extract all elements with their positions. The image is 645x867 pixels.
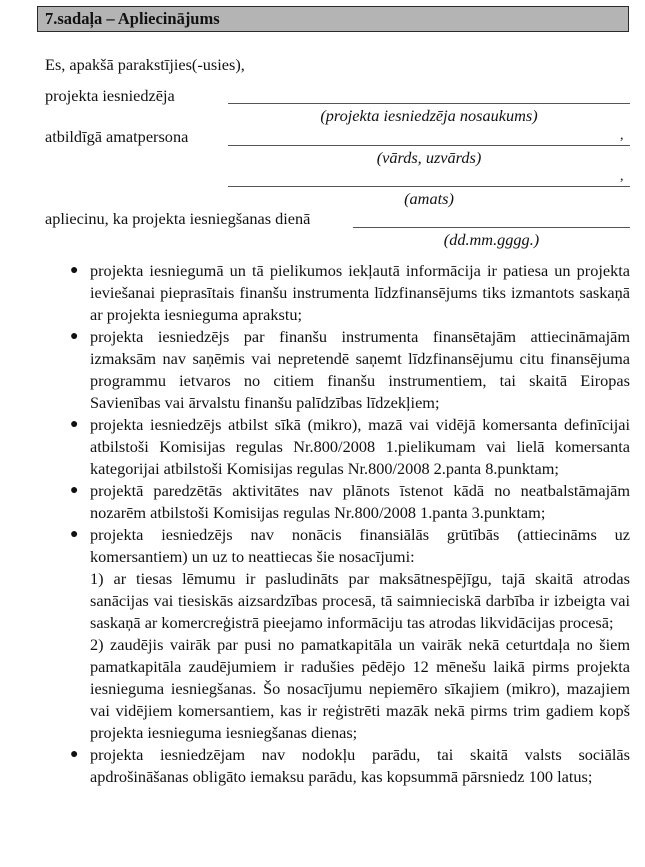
date-label: apliecinu, ka projekta iesniegšanas dienā xyxy=(45,209,311,228)
statement-text: projekta iesniedzējs nav nonācis finansiālās grūtībās (attiecināms uz komersantiem) un uz to neattiecas šie nosacījumi: xyxy=(90,525,630,566)
official-name-field[interactable] xyxy=(228,145,630,146)
official-position-field[interactable] xyxy=(228,186,630,187)
statement-text: projektā paredzētās aktivitātes nav plānots īstenot kādā no neatbalstāmajām nozarēm atbilstoši Komisijas regulas Nr.800/2008 1.panta 3.punktam; xyxy=(90,481,630,522)
statement-item xyxy=(70,744,630,788)
condition-item: 2) zaudējis vairāk par pusi no pamatkapitāla un vairāk nekā ceturtdaļa no šiem pamatkapitāla zaudējumiem ir radušies pēdējo 12 mēnešu laikā pirms projekta iesnieguma iesniegšanas. Šo nosacījumu nepiemēro sīkajiem (mikro), mazajiem vai vidējiem komersantiem, kas ir reģistrēti mazāk nekā pirms trim gadiem kopš projekta iesnieguma iesniegšanas dienas; xyxy=(90,635,630,742)
bullet-icon: ● xyxy=(70,747,79,762)
name-caption: (vārds, uzvārds) xyxy=(376,148,482,167)
applicant-name-field[interactable] xyxy=(228,103,630,104)
statement-text: projekta iesniedzējam nav nodokļu parādu, tai skaitā valsts sociālās apdrošināšanas obligāto iemaksu parādu, kas kopsummā pārsniedz 100 latus; xyxy=(90,745,630,786)
bullet-icon: ● xyxy=(70,263,79,278)
statements-list xyxy=(70,260,630,788)
statement-item xyxy=(70,414,630,480)
name-comma: , xyxy=(620,128,624,143)
bullet-icon: ● xyxy=(70,527,79,542)
applicant-label: projekta iesniedzēja xyxy=(45,86,175,105)
section-title: 7.sadaļa – Apliecinājums xyxy=(45,9,220,28)
position-comma: , xyxy=(620,169,624,184)
statement-text: projekta iesniegumā un tā pielikumos iekļautā informācija ir patiesa un projekta ieviešanai pieprasītais finanšu instrumenta līdzfinansējums tiks izmantots saskaņā ar projekta iesnieguma aprakstu; xyxy=(90,261,630,324)
statement-item xyxy=(70,524,630,744)
statement-text: projekta iesniedzējs par finanšu instrumenta finansētajām attiecināmajām izmaksām nav saņēmis vai nepretendē saņemt līdzfinansējumu citu finansējuma programmu ietvaros no citiem finanšu instrumentiem, tai skaitā Eiropas Savienības vai ārvalstu finanšu palīdzības līdzekļiem; xyxy=(90,327,630,412)
applicant-name-caption: (projekta iesniedzēja nosaukums) xyxy=(320,106,538,125)
position-caption: (amats) xyxy=(404,189,454,208)
statement-item xyxy=(70,260,630,326)
bullet-icon: ● xyxy=(70,329,79,344)
submission-date-field[interactable] xyxy=(353,227,630,228)
statement-item xyxy=(70,480,630,524)
section-header xyxy=(37,6,629,32)
condition-item: 1) ar tiesas lēmumu ir pasludināts par maksātnespējīgu, tajā skaitā atrodas sanācijas vai tiesiskās aizsardzības procesā, tā saimnieciskā darbība ir izbeigta vai saskaņā ar komercreģistrā pieejamo informāciju tas atrodas likvidācijas procesā; xyxy=(90,569,630,632)
date-caption: (dd.mm.gggg.) xyxy=(443,230,540,249)
bullet-icon: ● xyxy=(70,483,79,498)
bullet-icon: ● xyxy=(70,417,79,432)
statement-text: projekta iesniedzējs atbilst sīkā (mikro), mazā vai vidējā komersanta definīcijai atbilstoši Komisijas regulas Nr.800/2008 1.pielikumam vai lielā komersanta kategorijai atbilstoši Komisijas regulas Nr.800/2008 2.panta 8.punktam; xyxy=(90,415,630,478)
statement-item xyxy=(70,326,630,414)
official-label: atbildīgā amatpersona xyxy=(45,127,189,146)
declaration-intro: Es, apakšā parakstījies(-usies), xyxy=(45,55,245,74)
